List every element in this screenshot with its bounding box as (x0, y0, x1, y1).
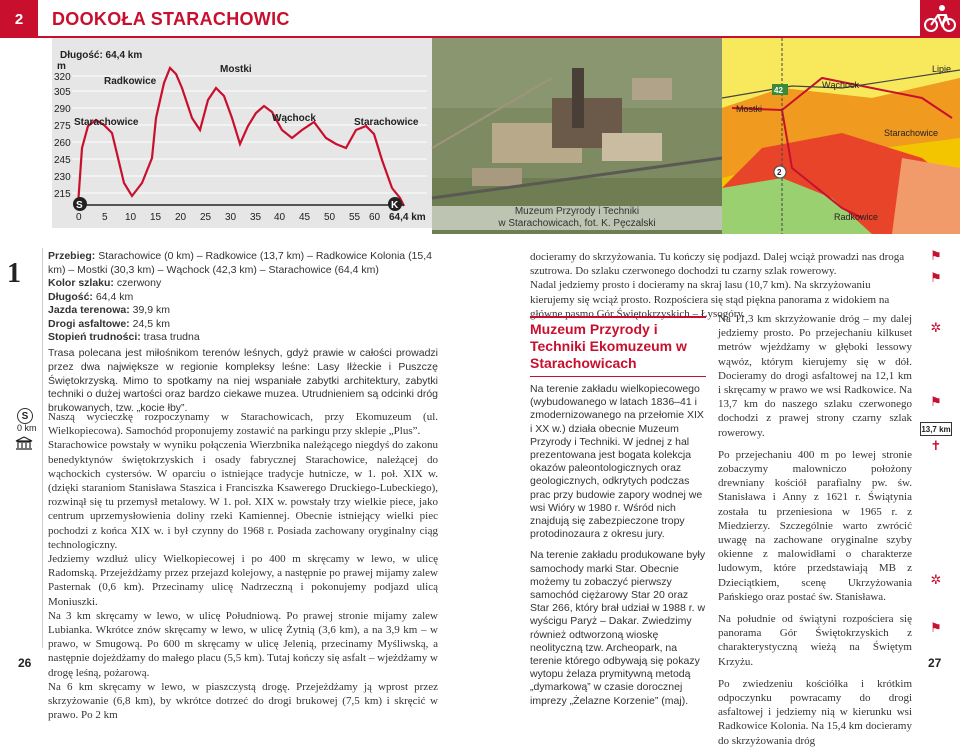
map-label: Starachowice (884, 128, 939, 138)
profile-place: Wąchock (272, 113, 316, 124)
dist-tick: 40 (274, 212, 286, 223)
dist-tick: 55 (349, 212, 361, 223)
profile-end-marker: K (391, 200, 399, 211)
paragraph: Na 3 km skręcamy w lewo, w ulicę Południową. Po prawej stronie mijamy zalew Lubianka. Wkrótce znów skręcamy w lewo, w ulicę Żytnią (3,6 km), a na 3,9 km – w prawo, w Smugową. Po 600 m skręcamy w ulicę Jelenią, przecinamy Myśliwską, a następnie dojeżdżamy do małego placu (5,5 km). Tutaj kończy się asfalt – wjeżdżamy w drogę leśną, pożarową. (48, 609, 438, 679)
paragraph: Po zwiedzeniu kościółka i krótkim odpoczynku powracamy do drogi asfaltowej i jedziemy nią w kierunku wsi Radkowice Kolonia. Na 15,4 km docieramy do skrzyżowania dróg (718, 677, 912, 747)
chapter-tab: 2 (0, 0, 38, 38)
paragraph: Po przejechaniu 400 m po lewej stronie zobaczymy malowniczo położony drewniany kościół parafialny pw. św. Stanisława i Anny z 1621 r. Świątynia została tu przeniesiona w 1965 r. z Miedzierzy. Szczególnie warto zwrócić uwagę na zachowane oryginalne szyby okienne z malowidłami o charakterze ludowym, które przedstawiają MB z Dzieciątkiem, scenę Ukrzyżowania Pańskiego oraz postać św. Stanisława. (718, 448, 912, 603)
body-text-left (48, 410, 438, 722)
profile-place: Mostki (220, 64, 252, 75)
elev-tick: 215 (54, 189, 71, 200)
map-label: Lipie (932, 64, 952, 74)
dist-tick: 35 (250, 212, 262, 223)
map-label: Wąchock (822, 80, 860, 90)
bicycle-icon (920, 0, 960, 38)
dist-tick: 20 (175, 212, 187, 223)
photo-caption: Muzeum Przyrody i Techniki w Starachowicach, fot. K. Pęczalski (432, 206, 722, 230)
signpost-icon: ⚑ (930, 249, 942, 264)
route-info: Przebieg: Starachowice (0 km) – Radkowice (13,7 km) – Radkowice Kolonia (15,4 km) – Mostki (30,3 km) – Wąchock (42,3 km) – Starachowice (64,4 km) Kolor szlaku: czerwony Długość: 64,4 km Jazda terenowa: 39,9 km Drogi asfaltowe: 24,5 km Stopień trudności: trasa trudna (48, 250, 432, 343)
body-text-right (718, 312, 912, 756)
dist-tick: 45 (299, 212, 311, 223)
paragraph: Jedziemy wzdłuż ulicy Wielkopiecowej i po 400 m skręcamy w lewo, w ulicę Radomską. Przejeżdżamy przez przejazd kolejowy, a następnie po prawej mijamy zalew Pasternak (0,6 km). Przecinamy ulicę Nadrzeczną i pokonujemy podjazd ulicą Moniuszki. (48, 553, 438, 608)
church-icon: ✝ (930, 439, 942, 454)
dist-tick: 10 (125, 212, 137, 223)
signpost-icon: ⚑ (930, 271, 942, 286)
page-number-left: 26 (18, 656, 32, 670)
page-title: DOOKOŁA STARACHOWIC (52, 9, 290, 29)
profile-unit: m (57, 61, 66, 72)
museum-info-box (530, 316, 706, 716)
paragraph: Na terenie zakładu wielkopiecowego (wybudowanego w latach 1836–41 i zmodernizowanego na przełomie XIX i XX w.) działa obecnie Muzeum Przyrody i Techniki. W jednej z hal prezentowana jest bogata kolekcja okazów paleontologicznych oraz geologicznych, odkrytych podczas prac przy budowie zapory wodnej we wsi Wióry w 1980 r. Wśród nich znajdują się zabezpieczone tropy protodinozaura z okresu jury. (530, 383, 704, 541)
dist-tick: 60 (369, 212, 381, 223)
start-marker: S (17, 408, 33, 424)
viewpoint-icon: ✲ (930, 573, 942, 588)
elevation-line (78, 68, 404, 206)
start-km: 0 km (17, 423, 37, 433)
route-map[interactable] (722, 38, 960, 234)
viewpoint-icon: ✲ (930, 321, 942, 336)
map-road-number: 2 (777, 168, 782, 177)
elevation-profile (52, 38, 432, 228)
dist-tick: 30 (225, 212, 237, 223)
museum-icon (15, 436, 33, 450)
dist-tick: 0 (76, 212, 82, 223)
km-badge: 13,7 km (920, 422, 952, 436)
profile-place: Starachowice (74, 117, 139, 128)
elev-tick: 320 (54, 72, 71, 83)
body-text-right-top (530, 250, 912, 321)
profile-place: Starachowice (354, 117, 419, 128)
elev-tick: 290 (54, 104, 71, 115)
dist-tick: 15 (150, 212, 162, 223)
paragraph: Na 11,3 km skrzyżowanie dróg – my dalej jedziemy prosto. Po przejechaniu kilkuset metrów wjeżdżamy w głęboki lessowy wąwóz, którym kierujemy się w dół. Docieramy do drogi asfaltowej na 12,1 km i skręcamy w prawo we wsi Radkowice. Na 13,7 km do naszego szlaku czerwonego dochodzi z prawej strony czarny szlak rowerowy. (718, 313, 912, 439)
profile-length-label: Długość: 64,4 km (60, 50, 143, 61)
dist-tick: 5 (102, 212, 108, 223)
paragraph: Starachowice powstały w wyniku połączenia Wierzbnika należącego niegdyś do zakonu benedyktynów świętokrzyskich i osady fabrycznej Starachowice, należącej do wąchockich cystersów. W oparciu o istniejące tradycje hutnicze, w 1. poł. XIX w. (dzięki staraniom Stanisława Staszica i Franciszka Ksawerego Druckiego-Lubeckiego), rozwinął się tu przemysł metalowy. W 1. poł. XIX w. powstały trzy wielkie piece, jako centrum uprzemysłowienia doliny rzeki Kamiennej. Obecnie istniejący wielki piec pochodzi z końca XIX w. i był czynny do 1968 r. Posiada zachowany oryginalny ciąg technologiczny. (48, 439, 438, 551)
map-label: Mostki (736, 104, 763, 114)
signpost-icon: ⚑ (930, 395, 942, 410)
museum-photo (432, 38, 722, 234)
route-summary: Trasa polecana jest miłośnikom terenów leśnych, gdyż prawie w całości prowadzi przez dwa największe w regionie kompleksy leśne: Lasy Iłżeckie i Puszczę Świętokrzyską. Mimo to spotkamy na niej wspaniałe zabytki architektury, zabytki techniki o dużej wartości oraz bardzo ciekawe muzea. Utrudnieniem są odcinki dróg brukowanych, tzw. „kocie łby”. (48, 347, 438, 415)
elev-tick: 275 (54, 121, 71, 132)
paragraph: Na 6 km skręcamy w lewo, w piaszczystą drogę. Przejeżdżamy ją wprost przez skrzyżowanie (6,8 km), by wkrótce dotrzeć do drogi brukowej (7,5 km) i skręcić w prawo. Po 2 km (48, 680, 438, 722)
paragraph: docieramy do skrzyżowania. Tu kończy się podjazd. Dalej wciąż prowadzi nas droga szutrowa. Do szlaku czerwonego dochodzi tu czarny szlak rowerowy. (530, 251, 905, 278)
divider (42, 248, 43, 648)
elev-tick: 230 (54, 172, 71, 183)
paragraph: Nadal jedziemy prosto i docieramy na skraj lasu (10,7 km). Na skrzyżowaniu kierujemy się wciąż prosto. Rozpościera się stąd piękna panorama z widokiem na główne pasmo Gór Świętokrzyskich – Łysogóry. (530, 279, 890, 320)
signpost-icon: ⚑ (930, 621, 942, 636)
dist-tick: 50 (324, 212, 336, 223)
elev-tick: 245 (54, 155, 71, 166)
route-number: 1 (7, 258, 21, 289)
elev-tick: 260 (54, 138, 71, 149)
map-road-number: 42 (774, 86, 783, 95)
paragraph: Na południe od świątyni rozpościera się panorama Gór Świętokrzyskich z charakterystyczną wieżą na Świętym Krzyżu. (718, 613, 912, 668)
museum-title: Muzeum Przyrody i Techniki Ekomuzeum w Starachowicach (530, 316, 706, 377)
profile-start-marker: S (76, 200, 83, 211)
page-number-right: 27 (928, 656, 942, 670)
dist-tick: 25 (200, 212, 212, 223)
dist-tick: 64,4 km (389, 212, 426, 223)
profile-place: Radkowice (104, 76, 157, 87)
map-label: Radkowice (834, 212, 879, 222)
elev-tick: 305 (54, 87, 71, 98)
paragraph: Naszą wycieczkę rozpoczynamy w Starachowicach, przy Ekomuzeum (ul. Wielkopiecowa). Samochód proponujemy zostawić na parkingu przy sklepie „Plus”. (48, 411, 438, 438)
paragraph: Na terenie zakładu produkowane były samochody marki Star. Obecnie możemy tu zobaczyć pierwszy samochód ciężarowy Star 20 oraz Star 266, który brał udział w 1988 r. w wyścigu Paryż – Dakar. Zwiedzimy również odtworzoną wioskę neolityczną tzw. Archeopark, na terenie którego odbywają się pokazy wytopu żelaza prymitywną metodą „dymarkową” w czasie dorocznej imprezy „Żelazne Korzenie” (maj). (530, 549, 706, 707)
